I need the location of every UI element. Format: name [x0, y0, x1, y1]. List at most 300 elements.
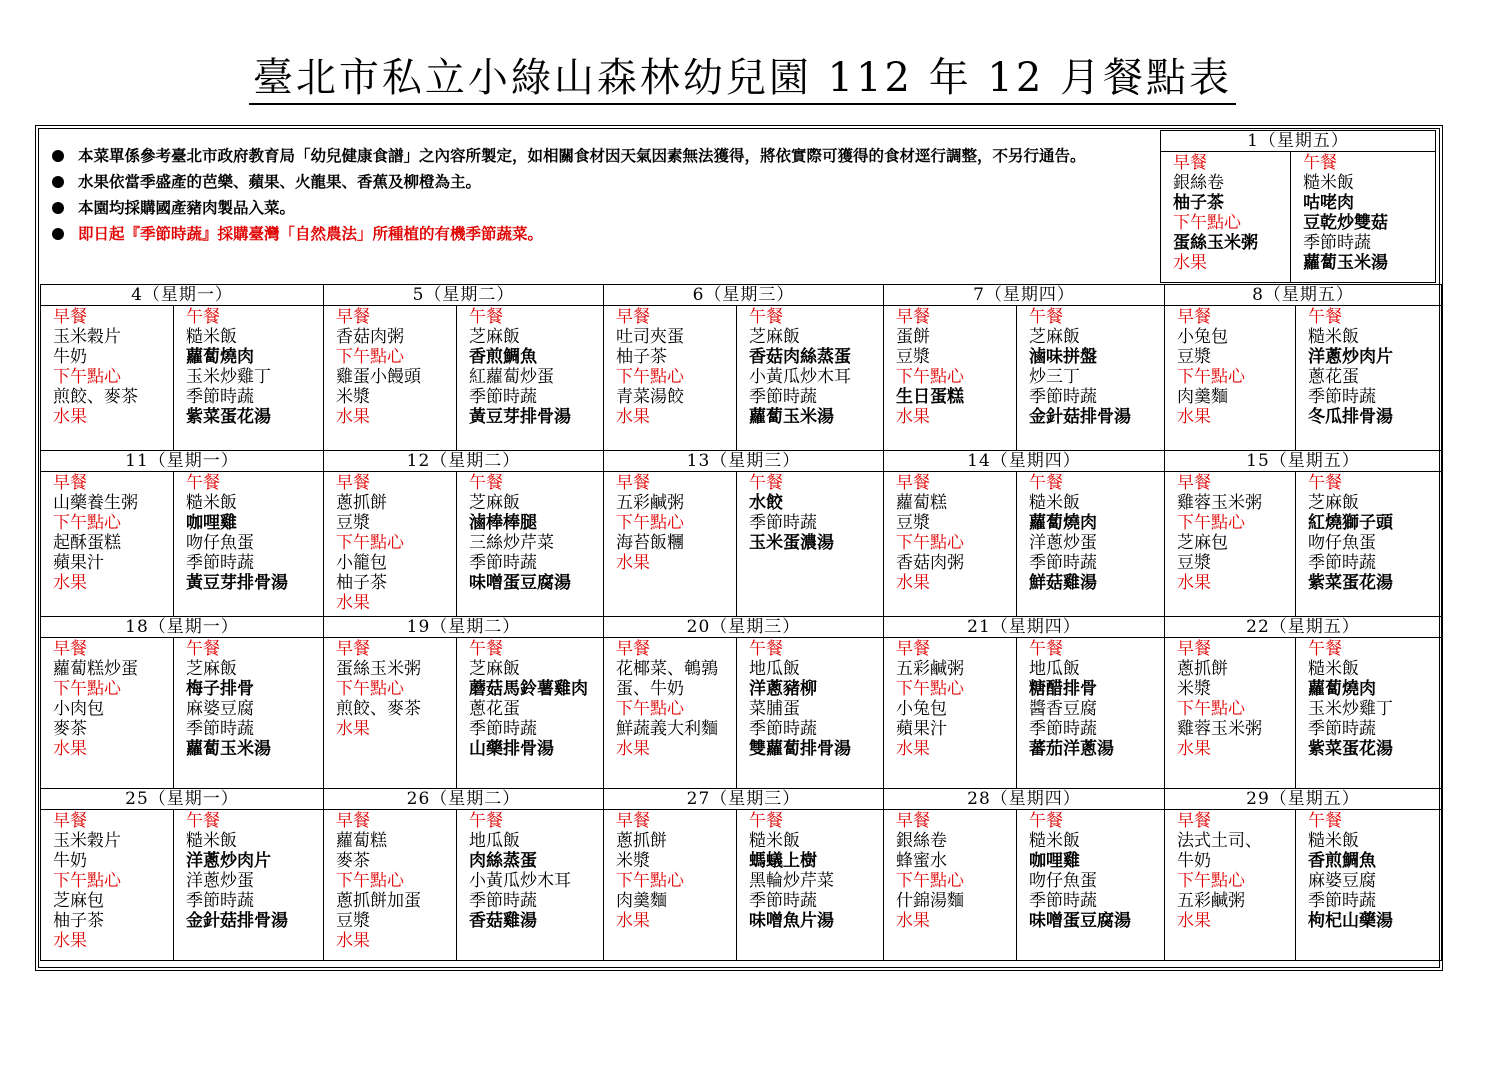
meal-label: 水果: [616, 739, 650, 759]
lunch-column: [456, 306, 603, 450]
menu-item: 豆漿: [1177, 347, 1211, 367]
menu-item: 豆漿: [336, 911, 370, 931]
meal-label: 午餐: [1308, 473, 1342, 493]
menu-item: 紫菜蛋花湯: [186, 407, 271, 427]
meal-label: 下午點心: [1177, 871, 1245, 891]
menu-item: 豆漿: [896, 513, 930, 533]
meal-label: 早餐: [53, 639, 87, 659]
menu-item: 糙米飯: [186, 327, 237, 347]
breakfast-column: [604, 638, 736, 788]
meal-label: 早餐: [336, 811, 370, 831]
breakfast-column: [1165, 638, 1295, 788]
meal-label: 午餐: [1029, 307, 1063, 327]
menu-item: 豆漿: [896, 347, 930, 367]
menu-item: 蘿蔔玉米湯: [186, 739, 271, 759]
day-cell: [324, 810, 604, 961]
menu-item: 牛奶: [1177, 851, 1211, 871]
menu-item: 麻婆豆腐: [1308, 871, 1376, 891]
meal-label: 水果: [1177, 407, 1211, 427]
menu-item: 季節時蔬: [1029, 553, 1097, 573]
menu-item: 雙蘿蔔排骨湯: [749, 739, 851, 759]
menu-item: 吻仔魚蛋: [1308, 533, 1376, 553]
menu-item: 麻婆豆腐: [186, 699, 254, 719]
page-title-text: 臺北市私立小綠山森林幼兒園 112 年 12 月餐點表: [249, 55, 1236, 105]
lunch-column: [173, 472, 323, 616]
menu-item: 小兔包: [896, 699, 947, 719]
meal-label: 早餐: [896, 639, 930, 659]
day-cell: [604, 810, 884, 961]
meal-label: 下午點心: [616, 367, 684, 387]
menu-item: 吻仔魚蛋: [1029, 871, 1097, 891]
menu-item: 季節時蔬: [1308, 387, 1376, 407]
meal-label: 水果: [616, 407, 650, 427]
menu-item: 滷棒棒腿: [469, 513, 537, 533]
meal-label: 水果: [896, 911, 930, 931]
menu-item: 生日蛋糕: [896, 387, 964, 407]
day-cell: [1165, 472, 1442, 617]
menu-item: 米漿: [616, 851, 650, 871]
menu-item: 季節時蔬: [1308, 719, 1376, 739]
menu-item: 蘿蔔燒肉: [1308, 679, 1376, 699]
day-cell: [884, 638, 1165, 789]
menu-item: 蛋餅: [896, 327, 930, 347]
meal-label: 下午點心: [616, 513, 684, 533]
menu-item: 金針菇排骨湯: [186, 911, 288, 931]
breakfast-column: [41, 472, 173, 616]
menu-item: 季節時蔬: [469, 719, 537, 739]
day-header: 21（星期四）: [884, 617, 1165, 638]
menu-item: 米漿: [1177, 679, 1211, 699]
menu-item: 蘿蔔糕: [336, 831, 387, 851]
menu-item: 香菇雞湯: [469, 911, 537, 931]
menu-item: 雞蓉玉米粥: [1177, 493, 1262, 513]
breakfast-column: [1165, 306, 1295, 450]
meal-label: 水果: [336, 593, 370, 613]
meal-label: 水果: [53, 931, 87, 951]
menu-item: 季節時蔬: [186, 719, 254, 739]
menu-item: 紫菜蛋花湯: [1308, 739, 1393, 759]
day-header: 27（星期三）: [604, 789, 884, 810]
menu-item: 金針菇排骨湯: [1029, 407, 1131, 427]
menu-item: 香菇肉絲蒸蛋: [749, 347, 851, 367]
lunch-column: [1295, 472, 1441, 616]
breakfast-column: [1165, 472, 1295, 616]
menu-item: 糙米飯: [186, 831, 237, 851]
menu-item: 冬瓜排骨湯: [1308, 407, 1393, 427]
breakfast-column: [604, 306, 736, 450]
day-header: 4（星期一）: [41, 285, 324, 306]
meal-label: 早餐: [616, 307, 650, 327]
menu-item: 蛋、牛奶: [616, 679, 684, 699]
breakfast-column: [884, 638, 1016, 788]
menu-item: 法式土司、: [1177, 831, 1262, 851]
menu-item: 紫菜蛋花湯: [1308, 573, 1393, 593]
meal-label: 午餐: [186, 639, 220, 659]
menu-item: 季節時蔬: [749, 891, 817, 911]
meal-label: 午餐: [1308, 307, 1342, 327]
breakfast-column: [324, 306, 456, 450]
breakfast-column: [41, 810, 173, 960]
menu-item: 蘿蔔糕炒蛋: [53, 659, 138, 679]
menu-item: 季節時蔬: [186, 891, 254, 911]
menu-item: 芝麻飯: [186, 659, 237, 679]
menu-item: 味噌蛋豆腐湯: [1029, 911, 1131, 931]
day-header: 25（星期一）: [41, 789, 324, 810]
menu-item: 咕咾肉: [1303, 193, 1355, 213]
menu-item: 糖醋排骨: [1029, 679, 1097, 699]
menu-item: 芝麻飯: [1308, 493, 1359, 513]
menu-item: 蘿蔔燒肉: [186, 347, 254, 367]
breakfast-column: [41, 638, 173, 788]
meal-label: 午餐: [749, 639, 783, 659]
day-header: 18（星期一）: [41, 617, 324, 638]
menu-item: 地瓜飯: [749, 659, 800, 679]
meal-label: 水果: [53, 739, 87, 759]
meal-label: 下午點心: [896, 871, 964, 891]
meal-label: 水果: [336, 407, 370, 427]
menu-item: 蘋果汁: [896, 719, 947, 739]
menu-item: 蘿蔔玉米湯: [749, 407, 834, 427]
menu-item: 柚子茶: [1173, 193, 1224, 213]
menu-item: 肉羹麵: [1177, 387, 1228, 407]
menu-item: 銀絲卷: [896, 831, 947, 851]
menu-item: 螞蟻上樹: [749, 851, 817, 871]
menu-item: 紅燒獅子頭: [1308, 513, 1393, 533]
meal-label: 水果: [53, 573, 87, 593]
menu-item: 起酥蛋糕: [53, 533, 121, 553]
lunch-column: [736, 306, 883, 450]
menu-item: 醬香豆腐: [1029, 699, 1097, 719]
day-cell: [41, 472, 324, 617]
meal-label: 午餐: [469, 811, 503, 831]
menu-item: 糙米飯: [186, 493, 237, 513]
menu-item: 季節時蔬: [186, 387, 254, 407]
menu-item: 咖哩雞: [1029, 851, 1080, 871]
breakfast-column: [604, 810, 736, 960]
day-header: 29（星期五）: [1165, 789, 1442, 810]
meal-label: 午餐: [749, 307, 783, 327]
meal-label: 午餐: [749, 473, 783, 493]
menu-item: 洋蔥豬柳: [749, 679, 817, 699]
menu-item: 季節時蔬: [186, 553, 254, 573]
lunch-column: [1016, 306, 1164, 450]
day-cell: [324, 638, 604, 789]
menu-item: 小黃瓜炒木耳: [749, 367, 851, 387]
menu-item: 鮮菇雞湯: [1029, 573, 1097, 593]
lunch-column: [456, 638, 603, 788]
menu-item: 柚子茶: [336, 573, 387, 593]
meal-label: 下午點心: [53, 513, 121, 533]
menu-item: 糙米飯: [1308, 831, 1359, 851]
menu-item: 香菇肉粥: [336, 327, 404, 347]
meal-label: 下午點心: [53, 871, 121, 891]
menu-item: 芝麻飯: [749, 327, 800, 347]
menu-item: 吻仔魚蛋: [186, 533, 254, 553]
menu-item: 蘿蔔燒肉: [1029, 513, 1097, 533]
meal-label: 水果: [896, 407, 930, 427]
menu-item: 咖哩雞: [186, 513, 237, 533]
day-header: 28（星期四）: [884, 789, 1165, 810]
menu-item: 糙米飯: [1029, 831, 1080, 851]
meal-label: 水果: [53, 407, 87, 427]
lunch-column: [1016, 638, 1164, 788]
lunch-column: [1295, 638, 1441, 788]
meal-label: 下午點心: [1177, 699, 1245, 719]
meal-label: 下午點心: [53, 679, 121, 699]
menu-item: 豆漿: [1177, 553, 1211, 573]
menu-item: 季節時蔬: [1308, 891, 1376, 911]
menu-item: 麥茶: [53, 719, 87, 739]
meal-label: 下午點心: [896, 679, 964, 699]
meal-label: 早餐: [336, 639, 370, 659]
menu-item: 梅子排骨: [186, 679, 254, 699]
meal-label: 午餐: [186, 811, 220, 831]
meal-label: 水果: [1177, 573, 1211, 593]
meal-label: 早餐: [896, 473, 930, 493]
day-header: 12（星期二）: [324, 451, 604, 472]
menu-item: 蘑菇馬鈴薯雞肉: [469, 679, 588, 699]
meal-label: 早餐: [1177, 473, 1211, 493]
day-header: 1（星期五）: [1161, 131, 1436, 152]
menu-item: 黃豆芽排骨湯: [186, 573, 288, 593]
menu-item: 牛奶: [53, 851, 87, 871]
meal-label: 午餐: [186, 473, 220, 493]
day-header: 8（星期五）: [1165, 285, 1442, 306]
lunch-column: [1290, 152, 1435, 282]
meal-label: 午餐: [469, 639, 503, 659]
menu-item: 季節時蔬: [749, 387, 817, 407]
meal-label: 早餐: [1177, 307, 1211, 327]
menu-item: 麥茶: [336, 851, 370, 871]
breakfast-column: [884, 306, 1016, 450]
menu-item: 糙米飯: [1029, 493, 1080, 513]
meal-label: 水果: [896, 573, 930, 593]
meal-label: 早餐: [53, 473, 87, 493]
menu-item: 枸杞山藥湯: [1308, 911, 1393, 931]
menu-item: 季節時蔬: [1308, 553, 1376, 573]
menu-grid: [40, 284, 1442, 961]
menu-item: 小肉包: [53, 699, 104, 719]
menu-item: 芝麻飯: [469, 493, 520, 513]
menu-item: 黑輪炒芹菜: [749, 871, 834, 891]
day-cell: [1165, 638, 1442, 789]
day-header: 15（星期五）: [1165, 451, 1442, 472]
menu-item: 蔥抓餅: [1177, 659, 1228, 679]
day-header: 11（星期一）: [41, 451, 324, 472]
menu-item: 雞蓉玉米粥: [1177, 719, 1262, 739]
breakfast-column: [604, 472, 736, 616]
meal-label: 午餐: [469, 307, 503, 327]
meal-label: 水果: [1177, 911, 1211, 931]
meal-label: 早餐: [616, 473, 650, 493]
menu-item: 雞蛋小饅頭: [336, 367, 421, 387]
breakfast-column: [884, 810, 1016, 960]
menu-item: 蔥抓餅: [336, 493, 387, 513]
menu-item: 蛋絲玉米粥: [336, 659, 421, 679]
day-cell: [324, 472, 604, 617]
menu-item: 玉米炒雞丁: [186, 367, 271, 387]
lunch-column: [736, 638, 883, 788]
day-header: 5（星期二）: [324, 285, 604, 306]
menu-item: 玉米穀片: [53, 831, 121, 851]
menu-item: 黃豆芽排骨湯: [469, 407, 571, 427]
menu-item: 芝麻飯: [469, 659, 520, 679]
day-header: 6（星期三）: [604, 285, 884, 306]
meal-label: 午餐: [1308, 639, 1342, 659]
lunch-column: [173, 810, 323, 960]
menu-item: 芝麻飯: [1029, 327, 1080, 347]
meal-label: 午餐: [186, 307, 220, 327]
menu-item: 季節時蔬: [1029, 891, 1097, 911]
breakfast-column: [324, 810, 456, 960]
day-cell: [604, 306, 884, 451]
menu-item: 蔥抓餅: [616, 831, 667, 851]
menu-item: 蔥花蛋: [469, 699, 520, 719]
meal-label: 午餐: [1308, 811, 1342, 831]
day-cell: [41, 306, 324, 451]
menu-item: 季節時蔬: [469, 891, 537, 911]
meal-label: 午餐: [1029, 811, 1063, 831]
meal-label: 早餐: [1177, 811, 1211, 831]
meal-label: 早餐: [896, 307, 930, 327]
day-header: 13（星期三）: [604, 451, 884, 472]
meal-label: 下午點心: [336, 679, 404, 699]
menu-item: 炒三丁: [1029, 367, 1080, 387]
menu-item: 肉羹麵: [616, 891, 667, 911]
meal-label: 下午點心: [336, 871, 404, 891]
meal-label: 水果: [1177, 739, 1211, 759]
meal-label: 下午點心: [896, 367, 964, 387]
menu-item: 季節時蔬: [469, 387, 537, 407]
meal-label: 下午點心: [336, 347, 404, 367]
meal-label: 水果: [336, 719, 370, 739]
menu-item: 蘿蔔玉米湯: [1303, 253, 1389, 273]
menu-item: 三絲炒芹菜: [469, 533, 554, 553]
lunch-column: [173, 638, 323, 788]
menu-item: 香煎鯛魚: [469, 347, 537, 367]
menu-item: 小籠包: [336, 553, 387, 573]
menu-item: 蕃茄洋蔥湯: [1029, 739, 1114, 759]
menu-item: 味噌魚片湯: [749, 911, 834, 931]
menu-item: 蛋絲玉米粥: [1173, 233, 1258, 253]
menu-item: 洋蔥炒蛋: [1029, 533, 1097, 553]
menu-item: 洋蔥炒蛋: [186, 871, 254, 891]
menu-item: 牛奶: [53, 347, 87, 367]
day-header: 19（星期二）: [324, 617, 604, 638]
meal-label: 下午點心: [1177, 367, 1245, 387]
menu-item: 洋蔥炒肉片: [186, 851, 271, 871]
menu-item: 香菇肉粥: [896, 553, 964, 573]
meal-label: 早餐: [53, 307, 87, 327]
menu-item: 洋蔥炒肉片: [1308, 347, 1393, 367]
lunch-column: [1295, 306, 1441, 450]
menu-item: 蔥抓餅加蛋: [336, 891, 421, 911]
meal-label: 下午點心: [896, 533, 964, 553]
note-item-highlight: 即日起『季節時蔬』採購臺灣「自然農法」所種植的有機季節蔬菜。: [50, 224, 1158, 244]
meal-label: 下午點心: [616, 871, 684, 891]
day-cell: [884, 306, 1165, 451]
menu-item: 地瓜飯: [1029, 659, 1080, 679]
meal-label: 水果: [1173, 253, 1207, 273]
meal-label: 下午點心: [1173, 213, 1241, 233]
menu-item: 糙米飯: [1308, 327, 1359, 347]
meal-label: 午餐: [749, 811, 783, 831]
meal-label: 早餐: [616, 811, 650, 831]
menu-item: 紅蘿蔔炒蛋: [469, 367, 554, 387]
day-header: 26（星期二）: [324, 789, 604, 810]
meal-label: 早餐: [1177, 639, 1211, 659]
menu-item: 玉米炒雞丁: [1308, 699, 1393, 719]
meal-label: 水果: [336, 931, 370, 951]
day-header: 20（星期三）: [604, 617, 884, 638]
menu-item: 玉米蛋濃湯: [749, 533, 834, 553]
menu-item: 蘋果汁: [53, 553, 104, 573]
menu-item: 芝麻包: [1177, 533, 1228, 553]
menu-item: 五彩鹹粥: [896, 659, 964, 679]
menu-item: 豆乾炒雙菇: [1303, 213, 1389, 233]
note-item: 水果依當季盛產的芭樂、蘋果、火龍果、香蕉及柳橙為主。: [50, 172, 1158, 192]
meal-label: 早餐: [336, 307, 370, 327]
day-cell: [604, 638, 884, 789]
day-cell: [1165, 306, 1442, 451]
menu-item: 五彩鹹粥: [616, 493, 684, 513]
menu-item: 銀絲卷: [1173, 173, 1224, 193]
menu-item: 鮮蔬義大利麵: [616, 719, 718, 739]
menu-item: 花椰菜、鵪鶉: [616, 659, 718, 679]
meal-label: 下午點心: [616, 699, 684, 719]
menu-item: 煎餃、麥茶: [53, 387, 138, 407]
breakfast-column: [1165, 810, 1295, 960]
menu-item: 山藥排骨湯: [469, 739, 554, 759]
menu-item: 什錦湯麵: [896, 891, 964, 911]
meal-label: 午餐: [1303, 153, 1338, 173]
menu-item: 柚子茶: [53, 911, 104, 931]
day-header: 22（星期五）: [1165, 617, 1442, 638]
day-cell: [1165, 810, 1442, 961]
menu-item: 滷味拼盤: [1029, 347, 1097, 367]
day-cell: [324, 306, 604, 451]
menu-item: 糙米飯: [1308, 659, 1359, 679]
breakfast-column: [1161, 152, 1290, 282]
note-item: 本菜單係參考臺北市政府教育局「幼兒健康食譜」之內容所製定，如相關食材因天氣因素無法獲得，將依實際可獲得的食材逕行調整，不另行通告。: [50, 146, 1158, 166]
menu-item: 米漿: [336, 387, 370, 407]
menu-item: 糙米飯: [1303, 173, 1355, 193]
meal-label: 下午點心: [53, 367, 121, 387]
menu-item: 青菜湯餃: [616, 387, 684, 407]
menu-item: 蘿蔔糕: [896, 493, 947, 513]
menu-item: 柚子茶: [616, 347, 667, 367]
menu-item: 海苔飯糰: [616, 533, 684, 553]
day-header: 14（星期四）: [884, 451, 1165, 472]
menu-item: 玉米穀片: [53, 327, 121, 347]
menu-item: 糙米飯: [749, 831, 800, 851]
menu-item: 蔥花蛋: [1308, 367, 1359, 387]
menu-item: 蜂蜜水: [896, 851, 947, 871]
breakfast-column: [324, 638, 456, 788]
note-item: 本園均採購國產豬肉製品入菜。: [50, 198, 1158, 218]
day-cell: [884, 472, 1165, 617]
menu-item: 季節時蔬: [749, 719, 817, 739]
notes-section: [40, 132, 1158, 284]
page-title: [0, 52, 1485, 104]
menu-item: 水餃: [749, 493, 783, 513]
menu-item: 菜脯蛋: [749, 699, 800, 719]
menu-item: 季節時蔬: [1029, 387, 1097, 407]
lunch-column: [1016, 472, 1164, 616]
meal-label: 下午點心: [1177, 513, 1245, 533]
meal-label: 早餐: [1173, 153, 1207, 173]
day-cell: [41, 810, 324, 961]
